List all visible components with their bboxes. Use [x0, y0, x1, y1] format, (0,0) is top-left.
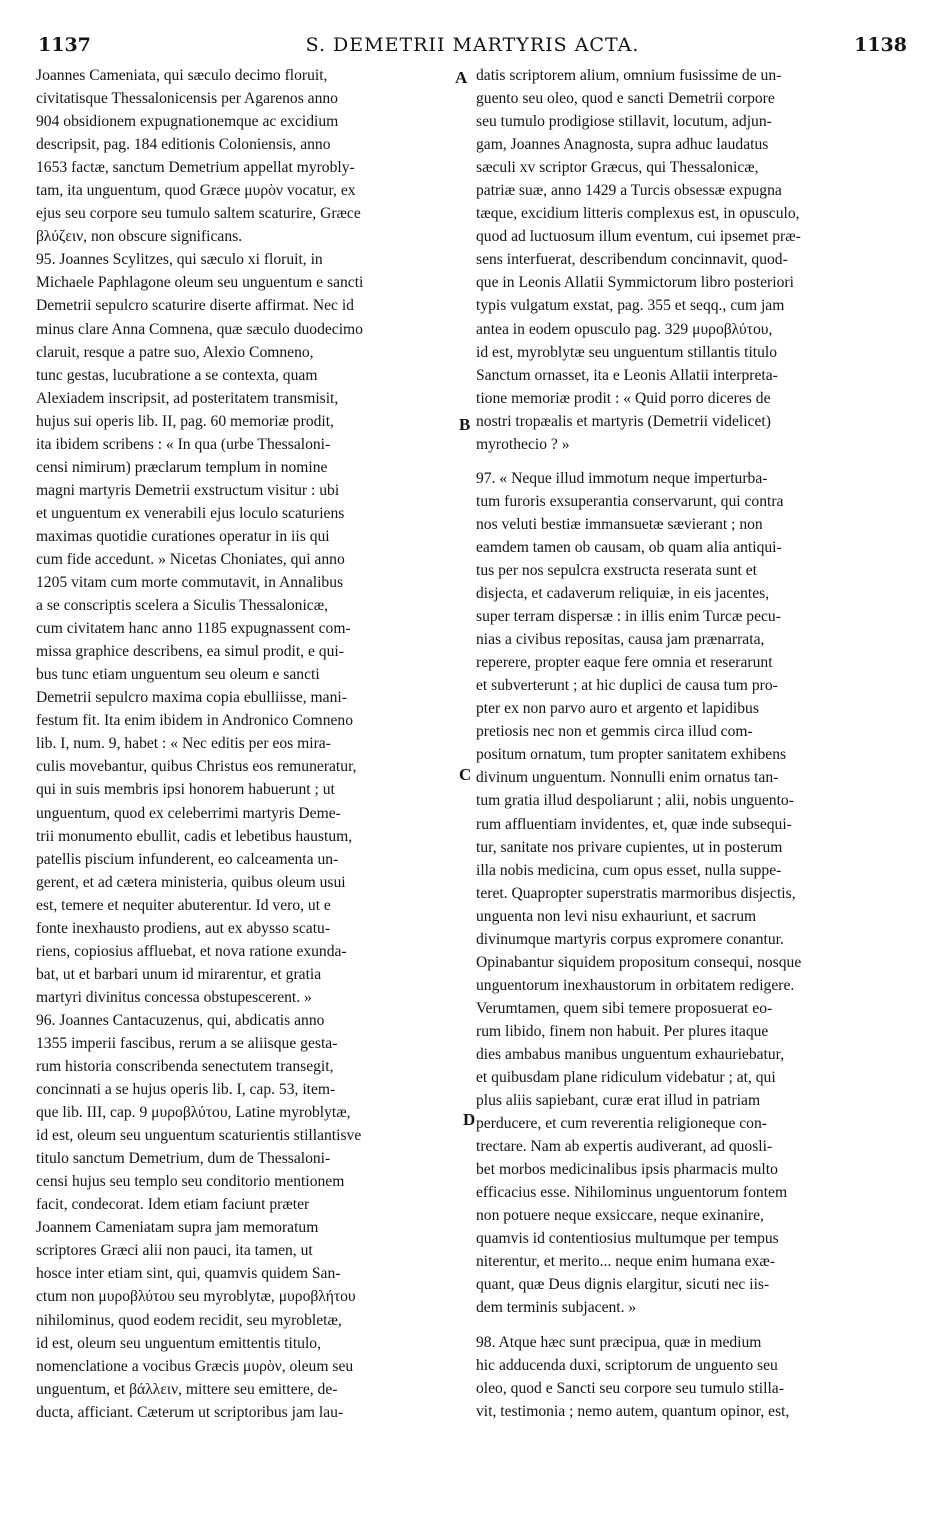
text-line: facit, condecorat. Idem etiam faciunt præter: [36, 1196, 310, 1214]
text-line: pretiosis nec non et gemmis circa illud com-: [476, 723, 753, 741]
text-line: rum historia conscribenda senectutem transegit,: [36, 1058, 334, 1076]
text-line: nomenclatione a vocibus Græcis μυρὸν, oleum seu: [36, 1357, 354, 1375]
text-line: 97. « Neque illud immotum neque imperturba-: [476, 469, 768, 487]
text-line: claruit, resque a patre suo, Alexio Comneno,: [36, 343, 314, 361]
text-line: 904 obsidionem expugnationemque ac excidium: [36, 113, 339, 131]
text-line: censi nimirum) præclarum templum in nomine: [36, 458, 328, 476]
text-line: unguentorum inexhaustorum in orbitatem redigere.: [476, 976, 795, 994]
text-line: tum furoris exsuperantia conservarunt, qui contra: [476, 492, 784, 510]
text-line: seu tumulo prodigiose stillavit, locutum, adjun-: [476, 113, 772, 131]
text-line: martyri divinitus concessa obstupescerent. »: [36, 988, 312, 1006]
left-text-column: [36, 64, 457, 1424]
text-line: sæculi xv scriptor Græcus, qui Thessalonicæ,: [476, 159, 759, 177]
text-line: trectare. Nam ab expertis audiverant, ad quosli-: [476, 1138, 773, 1156]
paragraph-gap: [476, 1320, 901, 1331]
text-line: disjecta, et cadaverum reliquiæ, in eis jacentes,: [476, 585, 770, 603]
text-line: que in Leonis Allatii Symmictorum libro posteriori: [476, 274, 794, 292]
text-line: civitatisque Thessalonicensis per Agarenos anno: [36, 90, 338, 108]
text-line: quant, quæ Deus dignis elargitur, sicuti nec iis-: [476, 1276, 770, 1294]
margin-marker-c: C: [459, 765, 472, 784]
text-line: dem terminis subjacent. »: [476, 1299, 637, 1317]
text-line: myrothecio ? »: [476, 435, 570, 453]
margin-marker-d: D: [463, 1110, 476, 1129]
text-line: Demetrii sepulcro maxima copia ebulliisse, mani-: [36, 689, 347, 707]
text-line: rum libido, finem non habuit. Per plures itaque: [476, 1022, 769, 1040]
text-line: typis vulgatum exstat, pag. 355 et seqq., cum jam: [476, 297, 785, 315]
text-line: riens, copiosius affluebat, et nova ratione exunda-: [36, 942, 347, 960]
text-line: guento seu oleo, quod e sancti Demetrii corpore: [476, 90, 775, 108]
text-line: super terram dispersæ : in illis enim Turcæ pecu-: [476, 608, 781, 626]
text-line: a se conscriptis scelera a Siculis Thessalonicæ,: [36, 597, 329, 615]
text-line: antea in eodem opusculo pag. 329 μυροβλύτου,: [476, 320, 773, 338]
text-line: nos veluti bestiæ immansuetæ sævierant ; non: [476, 515, 763, 533]
margin-marker-a: A: [455, 68, 468, 87]
text-line: Opinabantur siquidem propositum consequi, nosque: [476, 953, 802, 971]
text-line: tum gratia illud despoliarunt ; alii, nobis unguento-: [476, 792, 794, 810]
text-line: dies ambabus manibus unguentum exhauriebatur,: [476, 1045, 785, 1063]
text-line: tam, ita unguentum, quod Græce μυρὸν vocatur, ex: [36, 182, 356, 200]
text-line: nostri tropæalis et martyris (Demetrii videlicet): [476, 412, 771, 430]
text-line: id est, oleum seu unguentum emittentis titulo,: [36, 1334, 321, 1352]
text-line: βλύζειν, non obscure significans.: [36, 228, 243, 246]
right-text-column: [476, 64, 901, 1423]
text-line: tus per nos sepulcra exstructa reserata sunt et: [476, 561, 758, 579]
text-line: Alexiadem inscripsit, ad posteritatem transmisit,: [36, 389, 339, 407]
text-line: 1205 vitam cum morte commutavit, in Annalibus: [36, 574, 344, 592]
text-line: culis movebantur, quibus Christus eos remuneratur,: [36, 758, 357, 776]
text-line: fonte inexhausto prodiens, aut ex abysso scatu-: [36, 919, 331, 937]
text-line: rum affluentiam invidentes, et, quæ inde subsequi-: [476, 815, 792, 833]
text-line: bat, ut et barbari unum id mirarentur, et gratia: [36, 965, 322, 983]
text-line: 1355 imperii fascibus, rerum a se aliisque gesta-: [36, 1034, 338, 1052]
running-title: S. DEMETRII MARTYRIS ACTA.: [305, 34, 640, 56]
text-line: Michaele Paphlagone oleum seu unguentum e sancti: [36, 274, 364, 292]
text-line: missa graphice describens, ea simul prodit, e qui-: [36, 643, 344, 661]
text-line: lib. I, num. 9, habet : « Nec editis per eos mira-: [36, 735, 331, 753]
text-line: 96. Joannes Cantacuzenus, qui, abdicatis anno: [36, 1011, 325, 1029]
text-line: nias a civibus repositas, causa jam prænarrata,: [476, 631, 765, 649]
running-header: [38, 34, 907, 58]
text-line: concinnati a se hujus operis lib. I, cap. 53, item-: [36, 1081, 336, 1099]
text-line: titulo sanctum Demetrium, dum de Thessaloni-: [36, 1150, 331, 1168]
text-line: et quibusdam plane ridiculum videbatur ; at, qui: [476, 1069, 776, 1087]
text-line: id est, oleum seu unguentum scaturientis stillantisve: [36, 1127, 362, 1145]
text-line: hujus sui operis lib. II, pag. 60 memoriæ prodit,: [36, 412, 334, 430]
text-line: positum ornatum, tum propter sanitatem exhibens: [476, 746, 787, 764]
text-line: scriptores Græci alii non pauci, ita tamen, ut: [36, 1242, 313, 1260]
text-line: pter ex non parvo auro et argento et lapidibus: [476, 700, 759, 718]
text-line: eamdem tamen ob causam, ob quam alia antiqui-: [476, 538, 782, 556]
text-line: quod ad luctuosum illum eventum, cui ipsemet præ-: [476, 228, 801, 246]
text-line: tur, sanitate nos privare cupientes, ut in posterum: [476, 838, 783, 856]
text-line: patellis piscium infunderent, eo calceamenta un-: [36, 850, 339, 868]
text-line: patriæ suæ, anno 1429 a Turcis obsessæ expugna: [476, 182, 782, 200]
page-number-right: 1138: [854, 34, 907, 56]
text-line: descripsit, pag. 184 editionis Coloniensis, anno: [36, 136, 331, 154]
text-line: 95. Joannes Scylitzes, qui sæculo xi floruit, in: [36, 251, 323, 269]
text-line: trii monumento ebullit, cadis et lebetibus haustum,: [36, 827, 353, 845]
text-line: tione memoriæ prodit : « Quid porro diceres de: [476, 389, 771, 407]
text-line: maximas quotidie curationes operatur in iis qui: [36, 527, 330, 545]
text-line: teret. Quapropter superstratis marmoribus disjectis,: [476, 884, 796, 902]
text-line: bet morbos medicinalibus ipsis pharmacis multo: [476, 1161, 778, 1179]
text-line: censi hujus seu templo seu conditorio mentionem: [36, 1173, 345, 1191]
text-line: cum civitatem hanc anno 1185 expugnassent com-: [36, 620, 351, 638]
text-line: gerent, et ad cætera ministeria, quibus oleum usui: [36, 873, 346, 891]
text-line: minus clare Anna Comnena, quæ sæculo duodecimo: [36, 320, 363, 338]
text-line: id est, myroblytæ seu unguentum stillantis titulo: [476, 343, 778, 361]
text-line: vit, testimonia ; nemo autem, quantum opinor, est,: [476, 1402, 790, 1420]
paragraph-gap: [476, 456, 901, 467]
text-line: datis scriptorem alium, omnium fusissime de un-: [476, 67, 782, 84]
text-line: niterentur, et merito... neque enim humana exæ-: [476, 1253, 776, 1271]
text-line: magni martyris Demetrii exstructum visitur : ubi: [36, 481, 340, 499]
text-line: hic adducenda duxi, scriptorum de unguento seu: [476, 1356, 778, 1374]
text-line: divinumque martyris corpus expromere conantur.: [476, 930, 784, 948]
text-line: et unguentum ex venerabili ejus loculo scaturiens: [36, 504, 345, 522]
text-line: tunc gestas, lucubratione a se contexta, quam: [36, 366, 318, 384]
text-line: ita ibidem scribens : « In qua (urbe Thessaloni-: [36, 435, 331, 453]
text-line: bus tunc etiam unguentum seu oleum e sancti: [36, 666, 320, 684]
text-line: quamvis id contentiosius multumque per tempus: [476, 1230, 779, 1248]
text-line: Sanctum ornasset, ita e Leonis Allatii interpreta-: [476, 366, 778, 384]
text-line: ejus seu corpore seu tumulo saltem scaturire, Græce: [36, 205, 361, 223]
text-line: hosce inter etiam sint, qui, quamvis quidem San-: [36, 1265, 341, 1283]
margin-marker-b: B: [459, 415, 471, 434]
text-line: nihilominus, quod eodem recidit, seu myrobletæ,: [36, 1311, 342, 1329]
text-line: Joannes Cameniata, qui sæculo decimo floruit,: [36, 67, 328, 84]
text-line: illa nobis medicina, cum opus esset, nulla suppe-: [476, 861, 782, 879]
text-line: Verumtamen, quem sibi temere proposuerat eo-: [476, 999, 773, 1017]
text-line: cum fide accedunt. » Nicetas Choniates, qui anno: [36, 550, 345, 568]
text-line: sens interfuerat, describendum concinnavit, quod-: [476, 251, 788, 269]
text-line: que lib. III, cap. 9 μυροβλύτου, Latine myroblytæ,: [36, 1104, 351, 1122]
page-number-left: 1137: [38, 34, 91, 56]
text-line: Demetrii sepulcro scaturire diserte affirmat. Nec id: [36, 297, 354, 315]
text-line: perducere, et cum reverentia religioneque con-: [476, 1115, 767, 1133]
text-line: et subverterunt ; at hic duplici de causa tum pro-: [476, 677, 778, 695]
text-line: 1653 factæ, sanctum Demetrium appellat myrobly-: [36, 159, 355, 177]
text-line: festum fit. Ita enim ibidem in Andronico Comneno: [36, 712, 354, 730]
text-line: non potuere neque exsiccare, neque exinanire,: [476, 1207, 764, 1225]
text-line: oleo, quod e Sancti seu corpore seu tumulo stilla-: [476, 1379, 784, 1397]
text-line: tæque, excidium litteris complexus est, in opusculo,: [476, 205, 800, 223]
text-line: efficacius esse. Nihilominus unguentorum fontem: [476, 1184, 788, 1202]
text-line: unguentum, et βάλλειν, mittere seu emittere, de-: [36, 1380, 338, 1398]
text-line: Joannem Cameniatam supra jam memoratum: [36, 1219, 319, 1237]
text-line: unguentum, quod ex celeberrimi martyris Deme-: [36, 804, 341, 822]
text-line: plus aliis sapiebant, curæ erat illud in patriam: [476, 1092, 761, 1110]
text-line: ctum non μυροβλύτου seu myroblytæ, μυροβλήτου: [36, 1288, 356, 1306]
text-line: est, temere et nequiter abuterentur. Id vero, ut e: [36, 896, 331, 914]
text-line: ducta, afficiant. Cæterum ut scriptoribus jam lau-: [36, 1403, 344, 1421]
text-line: qui in suis membris ipsi honorem habuerunt ; ut: [36, 781, 335, 799]
text-line: reperere, propter eaque fere omnia et reserarunt: [476, 654, 773, 672]
text-line: gam, Joannes Anagnosta, supra adhuc laudatus: [476, 136, 769, 154]
text-line: 98. Atque hæc sunt præcipua, quæ in medium: [476, 1333, 762, 1351]
text-line: divinum unguentum. Nonnulli enim ornatus tan-: [476, 769, 779, 787]
text-line: unguenta non levi nisu exhauriunt, et sacrum: [476, 907, 757, 925]
